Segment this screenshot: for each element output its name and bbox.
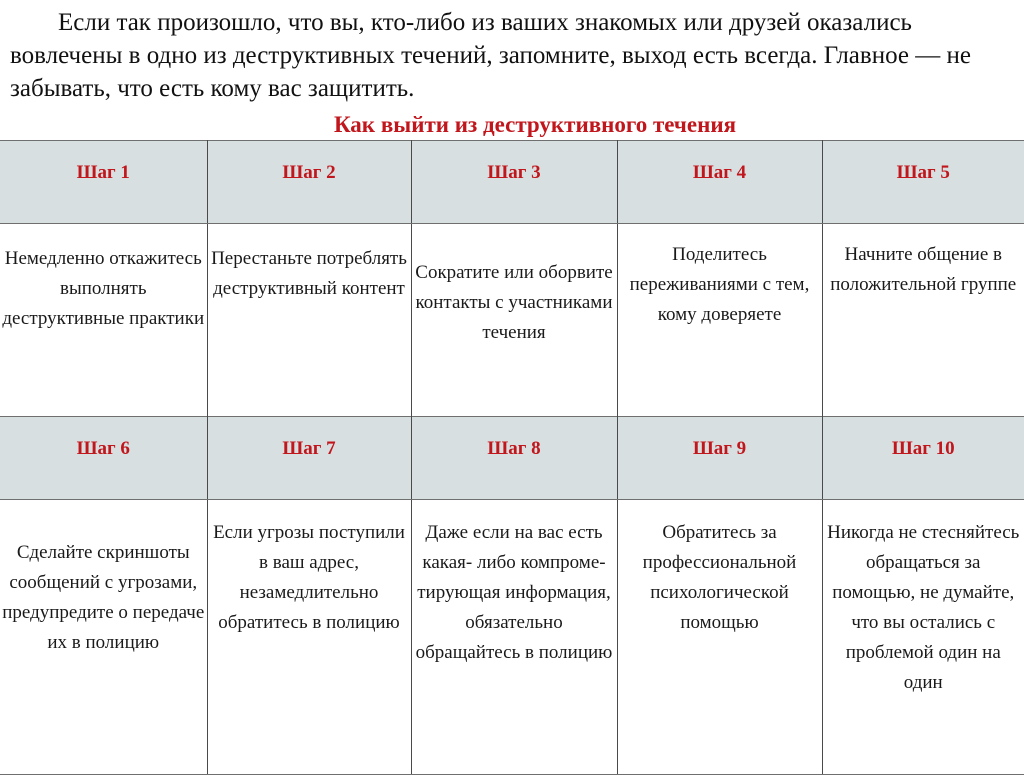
step-label: Шаг 5 [822,141,1024,224]
step-cell [207,500,411,775]
table-title: Как выйти из деструктивного течения [0,110,1024,140]
step-cell [0,224,207,417]
steps-header-row-2 [0,417,1024,500]
step-label: Шаг 3 [411,141,617,224]
step-cell [207,224,411,417]
step-text: Перестаньте потреблять деструктивный контент [208,224,411,304]
step-label: Шаг 6 [0,417,207,500]
step-label: Шаг 4 [617,141,822,224]
step-cell [411,500,617,775]
step-text: Немедленно откажитесь выполнять деструктивные практики [0,224,207,334]
step-label: Шаг 7 [207,417,411,500]
step-cell [822,500,1024,775]
step-text: Сократите или оборвите контакты с участниками течения [412,224,617,348]
step-text: Даже если на вас есть какая- либо компроме-тирующая информация, обязательно обращайтесь в полицию [412,500,617,668]
step-label: Шаг 1 [0,141,207,224]
step-cell [617,500,822,775]
step-cell [822,224,1024,417]
steps-text-row-2 [0,500,1024,775]
step-cell [0,500,207,775]
step-text: Никогда не стесняйтесь обращаться за помощью, не думайте, что вы остались с проблемой один на один [823,500,1024,698]
step-text: Обратитесь за профессиональной психологической помощью [618,500,822,638]
step-label: Шаг 10 [822,417,1024,500]
steps-header-row-1 [0,141,1024,224]
step-text: Если угрозы поступили в ваш адрес, незамедлительно обратитесь в полицию [208,500,411,638]
step-cell [617,224,822,417]
steps-table [0,140,1024,775]
step-label: Шаг 8 [411,417,617,500]
step-text: Сделайте скриншоты сообщений с угрозами, предупредите о передаче их в полицию [0,500,207,658]
step-label: Шаг 2 [207,141,411,224]
step-cell [411,224,617,417]
step-text: Поделитесь переживаниями с тем, кому доверяете [618,224,822,330]
steps-text-row-1 [0,224,1024,417]
step-label: Шаг 9 [617,417,822,500]
step-text: Начните общение в положительной группе [823,224,1024,300]
intro-paragraph: Если так произошло, что вы, кто-либо из ваших знакомых или друзей оказались вовлечены в одно из деструктивных течений, запомните, выход есть всегда. Главное — не забывать, что есть кому вас защитить. [10,6,1010,105]
